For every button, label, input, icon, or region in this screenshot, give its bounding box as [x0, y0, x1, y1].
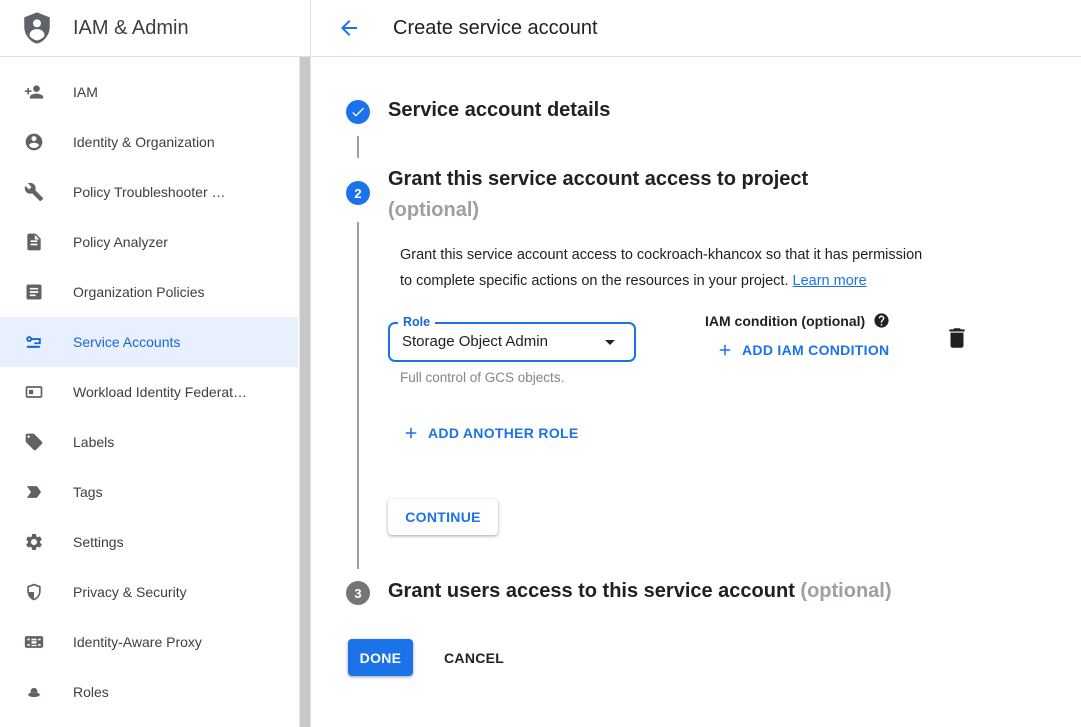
iam-condition-label: IAM condition (optional): [705, 312, 866, 329]
badge-card-icon: [24, 382, 44, 402]
sidebar-item-label: Service Accounts: [73, 334, 181, 350]
step-connector: [357, 136, 359, 158]
sidebar-scrollbar[interactable]: [299, 57, 310, 727]
role-selected-value: Storage Object Admin: [402, 333, 548, 350]
add-another-role-button[interactable]: ADD ANOTHER ROLE: [402, 424, 579, 442]
iam-shield-person-icon: [20, 8, 56, 48]
step1-title: Service account details: [388, 99, 611, 121]
sidebar-item-label: Workload Identity Federat…: [73, 384, 248, 400]
tag-flag-icon: [24, 482, 44, 502]
account-circle-icon: [24, 132, 44, 152]
proxy-panel-icon: [24, 632, 44, 652]
sidebar-item-label: IAM: [73, 84, 98, 100]
app-title: IAM & Admin: [73, 16, 189, 39]
sidebar-item-labels[interactable]: [0, 417, 298, 467]
hat-icon: [24, 682, 44, 702]
iam-condition-header: [705, 312, 890, 329]
sidebar-item-organization-policies[interactable]: [0, 267, 298, 317]
sidebar-item-iam[interactable]: [0, 67, 298, 117]
step2-description: [400, 243, 922, 294]
sidebar-item-workload-identity-federation[interactable]: [0, 367, 298, 417]
sidebar-item-label: Tags: [73, 484, 103, 500]
role-field-label: Role: [398, 315, 435, 329]
sidebar-item-policy-analyzer[interactable]: [0, 217, 298, 267]
learn-more-link[interactable]: Learn more: [792, 272, 867, 289]
step2-number: 2: [354, 185, 362, 201]
label-tag-icon: [24, 432, 44, 452]
sidebar-item-service-accounts[interactable]: [0, 317, 298, 367]
gear-icon: [24, 532, 44, 552]
sidebar-item-label: Labels: [73, 434, 115, 450]
sidebar-item-label: Identity & Organization: [73, 134, 215, 150]
sidebar-item-privacy-security[interactable]: [0, 567, 298, 617]
sidebar-item-roles[interactable]: [0, 667, 298, 717]
iam-admin-sidebar: [0, 57, 311, 727]
step2-number-indicator: [346, 181, 370, 205]
role-helper-text: Full control of GCS objects.: [400, 370, 565, 385]
check-icon: [350, 104, 366, 120]
service-account-key-icon: [24, 332, 44, 352]
article-icon: [24, 282, 44, 302]
sidebar-item-label: Settings: [73, 534, 124, 550]
header-product-section: [0, 0, 311, 56]
top-header: [0, 0, 1081, 57]
sidebar-item-policy-troubleshooter[interactable]: [0, 167, 298, 217]
help-filled-icon[interactable]: [873, 312, 890, 329]
step1-complete-indicator: [346, 100, 370, 124]
shield-half-icon: [24, 582, 44, 602]
sidebar-item-label: Identity-Aware Proxy: [73, 634, 202, 650]
sidebar-item-tags[interactable]: [0, 467, 298, 517]
step3-number-indicator: [346, 581, 370, 605]
sidebar-item-label: Policy Analyzer: [73, 234, 168, 250]
step3-number: 3: [354, 585, 362, 601]
role-select[interactable]: [388, 315, 636, 362]
step2-title: Grant this service account access to project: [388, 168, 809, 190]
sidebar-item-identity-organization[interactable]: [0, 117, 298, 167]
sidebar-item-identity-aware-proxy[interactable]: [0, 617, 298, 667]
trash-icon: [944, 325, 970, 351]
continue-button[interactable]: CONTINUE: [388, 499, 498, 535]
page-title: Create service account: [393, 16, 598, 39]
add-iam-condition-button[interactable]: ADD IAM CONDITION: [716, 341, 889, 359]
step3-optional-label: (optional): [800, 580, 892, 602]
person-add-icon: [24, 82, 44, 102]
description-line2: to complete specific actions on the resources in your project. Learn more: [400, 272, 867, 289]
sidebar-item-label: Policy Troubleshooter …: [73, 184, 226, 200]
done-button[interactable]: DONE: [348, 639, 413, 676]
description-line1: Grant this service account access to cockroach-khancox so that it has permission: [400, 247, 923, 263]
sidebar-item-settings[interactable]: [0, 517, 298, 567]
policy-analyzer-doc-icon: [24, 232, 44, 252]
step2-optional-label: (optional): [388, 199, 480, 221]
header-page-section: [311, 0, 1081, 56]
step-connector: [357, 222, 359, 569]
delete-role-button[interactable]: [944, 325, 970, 351]
wrench-icon: [24, 182, 44, 202]
plus-icon: [402, 424, 420, 442]
sidebar-item-label: Roles: [73, 684, 109, 700]
caret-down-icon: [598, 330, 622, 354]
arrow-back-icon: [337, 16, 361, 40]
cancel-button[interactable]: CANCEL: [432, 639, 516, 676]
back-button[interactable]: [337, 16, 361, 40]
plus-icon: [716, 341, 734, 359]
step3-title: Grant users access to this service account (optional): [388, 580, 892, 602]
sidebar-item-label: Organization Policies: [73, 284, 205, 300]
sidebar-item-label: Privacy & Security: [73, 584, 187, 600]
